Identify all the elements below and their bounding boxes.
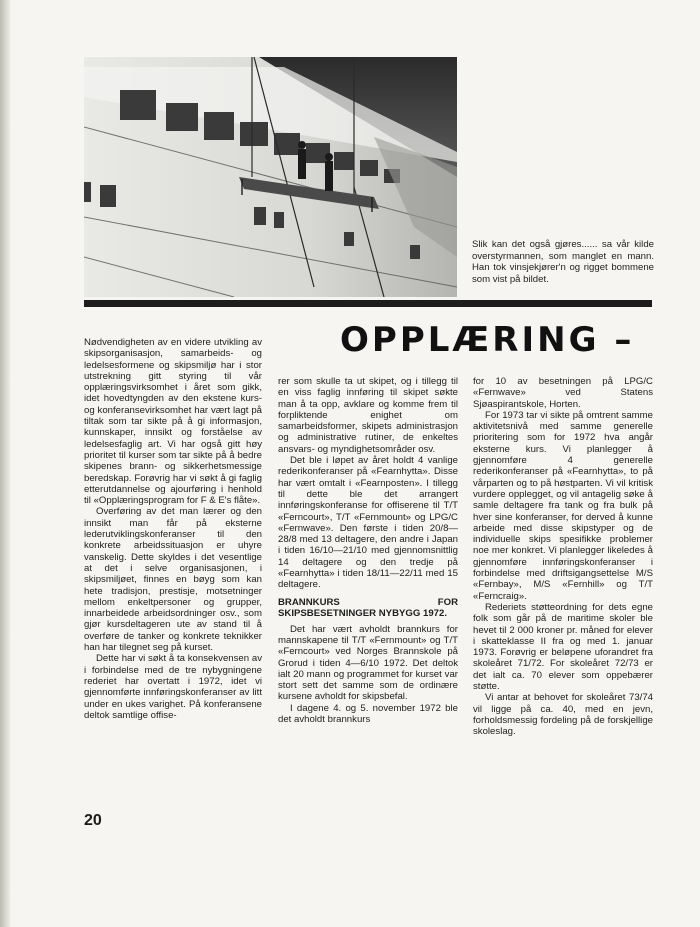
page-number: 20 (84, 812, 102, 829)
paragraph: Vi antar at behovet for skoleåret 73/74 vil ligge på ca. 40, med en jevn, forholdsmessig fordeling på de forskjellige skoleslag. (473, 692, 653, 738)
article-headline: OPPLÆRING – (340, 320, 635, 360)
page-binding-edge (0, 0, 10, 927)
ship-photo (84, 57, 457, 297)
paragraph: Nødvendigheten av en videre utvikling av skipsorganisasjon, samarbeids- og ledelsesformene og skipsmiljø har i stor utstrekning gitt styring til vår opplæringsvirksomhet i året som gikk, idet hovedtyngden av den ekstene kurs- og konferansevirksomhet har vært lagt på tiltak som tar sikte på å gi informasjon, kunnskaper, innsikt og forståelse av ledelsesfaglig art. Vi har også gitt høy prioritet til kurser som tar sikte på å bedre skipenes brann- og sikkerhetsmessige beredskap. Forøvrig har vi søkt å gi faglig etterutdannelse og ajourføring i henhold til «Opplæringsprogram for F & E's flåte». (84, 337, 262, 507)
paragraph: for 10 av besetningen på LPG/C «Fernwave» ved Statens Sjøaspirantskole, Horten. (473, 376, 653, 410)
paragraph: Rederiets støtteordning for dets egne folk som går på de maritime skoler ble hevet til 2 000 kroner pr. måned for elever i skatteklasse II fra og med 1. januar 1973. Forøvrig er beløpene uforandret fra skoleåret 71/72. For skoleåret 72/73 er det ialt ca. 70 elever som oppebærer støtte. (473, 601, 653, 693)
paragraph: rer som skulle ta ut skipet, og i tillegg til en viss faglig innføring til skipet søkte man å ta opp, avklare og komme frem til forpliktende enighet om samarbeidsformer, skipets administrasjon og administrative rutiner, de enkeltes ansvars- og myndighetsområder osv. (278, 376, 458, 455)
paragraph: Det ble i løpet av året holdt 4 vanlige rederikonferanser på «Fearnhytta». Disse har vært omtalt i «Fearnposten». I tillegg til dette ble det arrangert innføringskonferanse for offiserene til T/T «Ferncourt», T/T «Fernmount» og LPG/C «Fernwave». Den første i tiden 20/8—28/8 med 13 deltagere, den andre i Japan i tiden 16/10—21/10 med gjennomsnittlig 14 deltagere og den tredje på «Fearnhytta» i tiden 18/11—22/11 med 15 deltagere. (278, 455, 458, 591)
paragraph: Dette har vi søkt å ta konsekvensen av i forbindelse med de tre nybygningene rederiet har overtatt i 1972, idet vi gjennomførte innføringskonferanser av litt under en ukes varighet. På konferansene deltok samtlige offise- (84, 653, 262, 721)
section-heading: BRANNKURS FOR SKIPSBESETNINGER NYBYGG 1972. (278, 596, 458, 620)
paragraph: For 1973 tar vi sikte på omtrent samme aktivitetsnivå med samme generelle prioritering som for 1972 hva angår eksterne kurs. Vi planlegger å gjennomføre 4 generelle rederikonferanser på «Fearnhytta», to på vårparten og to på høstparten. Vi vil kritisk vurdere opplegget, og vil antagelig søke å samle deltagere fra tank og fra bulk på hver sine konferanser, for derved å kunne arbeide med disse skipstyper og de individuelle skips spesifikke problemer noe mer konkret. Vi planlegger likeledes å gjennomføre innføringskonferanser i forbindelse med driftsigangsettelse M/S «Fernbay», M/S «Fernhill» og T/T «Ferncraig». (473, 409, 653, 602)
text-column-1 (84, 337, 262, 721)
header-rule (84, 300, 652, 307)
paragraph: I dagene 4. og 5. november 1972 ble det avholdt brannkurs (278, 702, 458, 726)
paragraph: Overføring av det man lærer og den innsikt man får på eksterne lederutviklingskonferanser til den konkrete arbeidssituasjon er uhyre vanskelig. Dette skyldes i det vesentlige at det i selve organisasjonen, i skipsmiljøet, finnes en bøyg som kan hete tradisjon, prestisje, motsetninger mellom enkeltpersoner og grupper, innarbeidede arbeidsordninger osv., som gjør kursdeltageren ute av stand til å overføre de tanker og konkrete teknikker han har tilegnet seg på kurset. (84, 506, 262, 654)
text-column-2 (278, 376, 458, 725)
paragraph: Det har vært avholdt brannkurs for mannskapene til T/T «Fernmount» og T/T «Ferncourt» ved Norges Brannskole på Grorud i tiden 4—6/10 1972. Det deltok ialt 20 mann og programmet for kurset var stort sett det samme som de ordinære kursene avholdt for skipsbefal. (278, 623, 458, 703)
text-column-3 (473, 376, 653, 738)
photo-caption: Slik kan det også gjøres...... sa vår kilde overstyrmannen, som manglet en mann. Han tok vinsjekjører'n og rigget bommene som vist på bildet. (472, 239, 654, 285)
